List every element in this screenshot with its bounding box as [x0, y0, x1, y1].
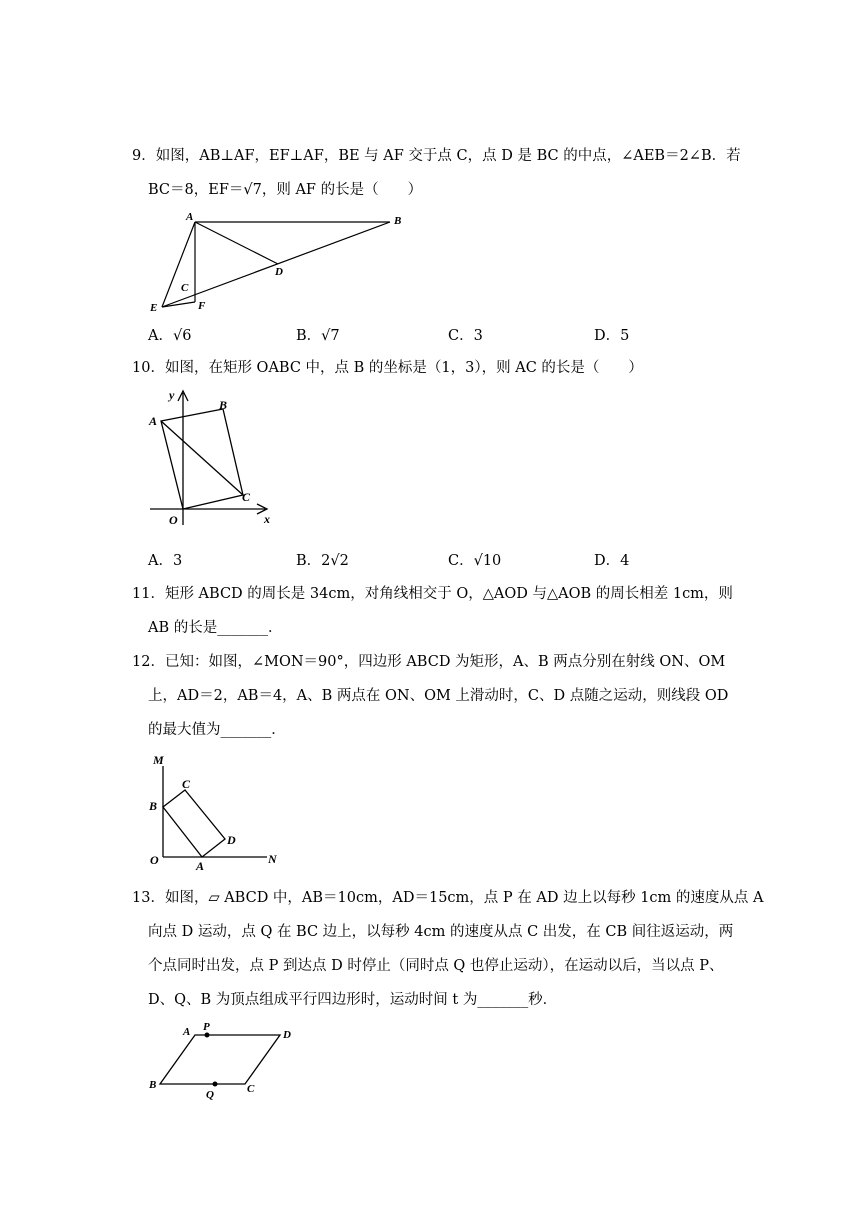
- q12-figure: [145, 752, 285, 872]
- q12-text-line3: 的最大值为_______．: [148, 722, 286, 738]
- q9-label-b: B: [394, 215, 402, 227]
- q11-text-line2: AB 的长是_______．: [148, 620, 283, 636]
- q9-option-d[interactable]: D．5: [594, 328, 630, 344]
- q13-text-line3: 个点同时出发，点 P 到达点 D 时停止（同时点 Q 也停止运动），在运动以后，当以点 P、: [148, 958, 724, 974]
- q13-text-line1: 13．如图，▱ ABCD 中，AB＝10cm，AD＝15cm，点 P 在 AD 边上以每秒 1cm 的速度从点 A: [132, 890, 764, 906]
- q9-label-d: D: [275, 266, 283, 278]
- q12-label-o: O: [150, 853, 159, 867]
- q9-label-f: F: [198, 300, 206, 312]
- q10-label-y: y: [169, 388, 175, 402]
- q9-option-a[interactable]: A．√6: [148, 328, 192, 344]
- q12-label-c: C: [182, 777, 191, 791]
- q9-figure: [140, 210, 402, 314]
- q9-label-c: C: [181, 282, 189, 294]
- q12-label-b: B: [149, 799, 158, 813]
- q13-text-line2: 向点 D 运动，点 Q 在 BC 边上，以每秒 4cm 的速度从点 C 出发，在 CB 间往返运动，两: [148, 924, 734, 940]
- q10-text-line1: 10．如图，在矩形 OABC 中，点 B 的坐标是（1，3），则 AC 的长是（ ）: [132, 360, 643, 376]
- q10-figure: [145, 385, 285, 535]
- q12-text-line2: 上，AD＝2，AB＝4，A、B 两点在 ON、OM 上滑动时，C、D 点随之运动，则线段 OD: [148, 688, 729, 704]
- q13-text-line4: D、Q、B 为顶点组成平行四边形时，运动时间 t 为_______秒．: [148, 992, 558, 1008]
- q13-label-b: B: [149, 1079, 157, 1091]
- q9-text-line2: BC＝8，EF＝√7，则 AF 的长是（ ）: [148, 182, 423, 198]
- q10-label-x: x: [264, 512, 270, 526]
- q9-label-e: E: [150, 302, 158, 314]
- q10-label-b: B: [219, 398, 228, 412]
- q9-text-line1: 9．如图，AB⊥AF，EF⊥AF，BE 与 AF 交于点 C，点 D 是 BC 的中点，∠AEB＝2∠B．若: [132, 148, 741, 164]
- q12-text-line1: 12．已知：如图，∠MON＝90°，四边形 ABCD 为矩形，A、B 两点分别在射线 ON、OM: [132, 654, 726, 670]
- q13-label-d: D: [283, 1029, 291, 1041]
- q12-label-a: A: [196, 859, 205, 873]
- q13-figure: [145, 1020, 305, 1100]
- q10-option-c[interactable]: C．√10: [448, 553, 502, 569]
- q9-option-b[interactable]: B．√7: [296, 328, 340, 344]
- q10-label-o: O: [169, 513, 178, 527]
- q12-label-m: M: [153, 753, 164, 767]
- q13-label-p: P: [203, 1021, 210, 1033]
- q12-label-n: N: [268, 852, 277, 866]
- q10-option-d[interactable]: D．4: [594, 553, 630, 569]
- q11-text-line1: 11．矩形 ABCD 的周长是 34cm，对角线相交于 O，△AOD 与△AOB 的周长相差 1cm，则: [132, 586, 733, 602]
- q10-label-a: A: [149, 414, 158, 428]
- q13-label-c: C: [247, 1083, 255, 1095]
- q10-option-a[interactable]: A．3: [148, 553, 183, 569]
- q13-label-q: Q: [206, 1089, 214, 1101]
- q12-label-d: D: [227, 833, 236, 847]
- q10-option-b[interactable]: B．2√2: [296, 553, 349, 569]
- q13-label-a: A: [183, 1026, 191, 1038]
- q9-label-a: A: [186, 211, 194, 223]
- q9-option-c[interactable]: C．3: [448, 328, 483, 344]
- q10-label-c: C: [242, 490, 251, 504]
